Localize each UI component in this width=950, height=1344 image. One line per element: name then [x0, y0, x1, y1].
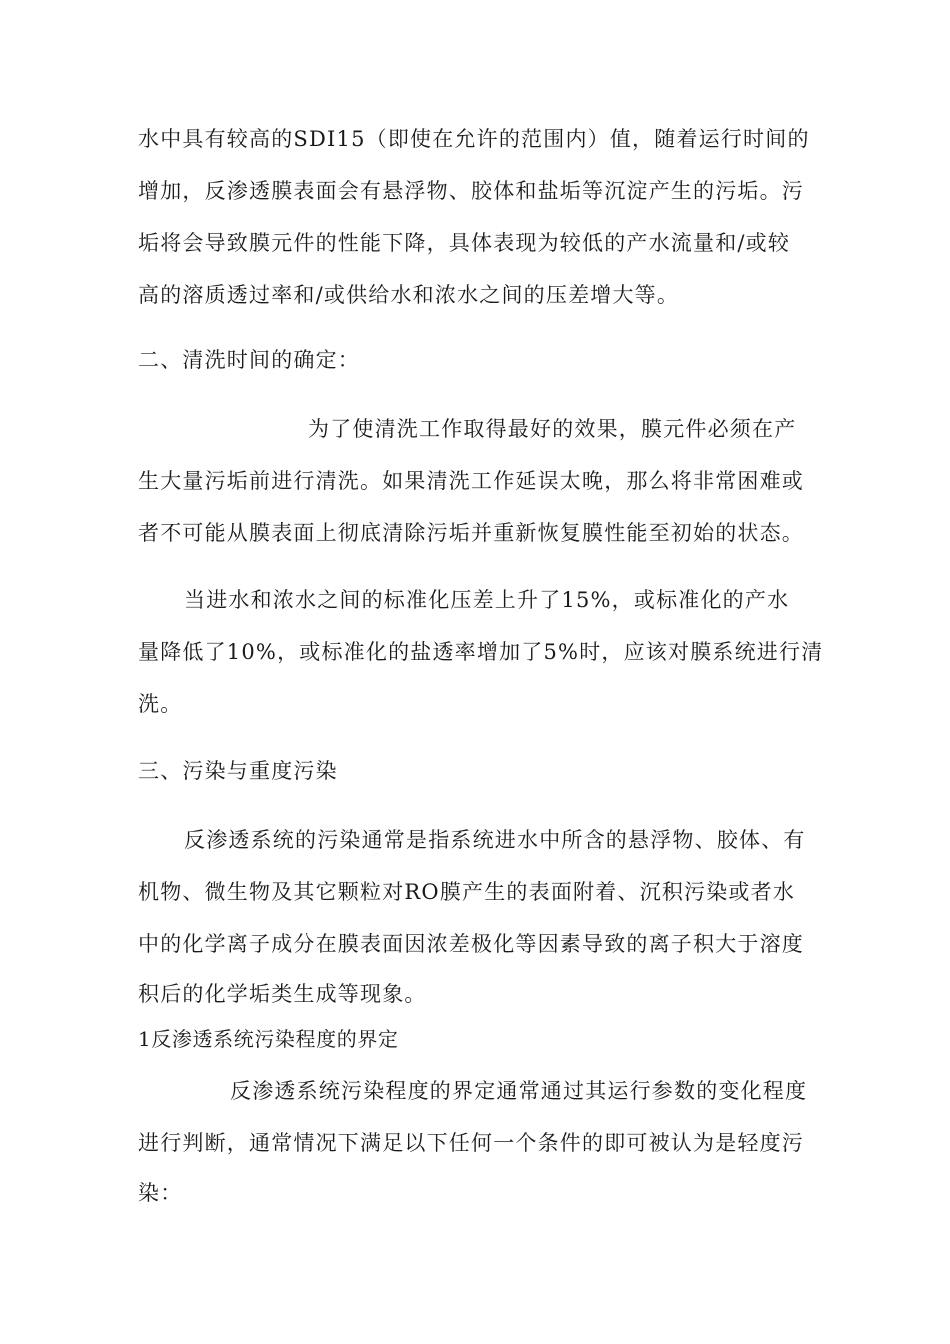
- section-heading-pollution: 三、污染与重度污染: [138, 759, 338, 783]
- text-line: 洗。: [138, 692, 183, 716]
- text-line: 积后的化学垢类生成等现象。: [138, 982, 427, 1006]
- text-line: 中的化学离子成分在膜表面因浓差极化等因素导致的离子积大于溶度: [138, 932, 804, 956]
- text-line: 进行判断，通常情况下满足以下任何一个条件的即可被认为是轻度污: [138, 1131, 804, 1155]
- text-line: 高的溶质透过率和/或供给水和浓水之间的压差增大等。: [138, 283, 680, 307]
- text-line: 机物、微生物及其它颗粒对RO膜产生的表面附着、沉积污染或者水: [138, 880, 796, 904]
- text-line: 量降低了10%，或标准化的盐透率增加了5%时，应该对膜系统进行清: [138, 640, 824, 664]
- text-line: 增加，反渗透膜表面会有悬浮物、胶体和盐垢等沉淀产生的污垢。污: [138, 179, 804, 203]
- text-line: 当进水和浓水之间的标准化压差上升了15%，或标准化的产水: [184, 588, 790, 612]
- text-line: 反渗透系统污染程度的界定通常通过其运行参数的变化程度: [230, 1079, 808, 1103]
- text-line: 生大量污垢前进行清洗。如果清洗工作延误太晚，那么将非常困难或: [138, 469, 804, 493]
- text-line: 为了使清洗工作取得最好的效果，膜元件必须在产: [308, 417, 797, 441]
- section-heading-cleaning-time: 二、清洗时间的确定：: [138, 348, 360, 372]
- text-line: 垢将会导致膜元件的性能下降，具体表现为较低的产水流量和/或较: [138, 231, 791, 255]
- text-line: 染：: [138, 1181, 183, 1205]
- subsection-heading-pollution-level: 1反渗透系统污染程度的界定: [138, 1027, 399, 1051]
- text-line: 者不可能从膜表面上彻底清除污垢并重新恢复膜性能至初始的状态。: [138, 521, 804, 545]
- text-line: 反渗透系统的污染通常是指系统进水中所含的悬浮物、胶体、有: [184, 828, 806, 852]
- text-line: 水中具有较高的SDI15（即使在允许的范围内）值，随着运行时间的: [138, 127, 810, 151]
